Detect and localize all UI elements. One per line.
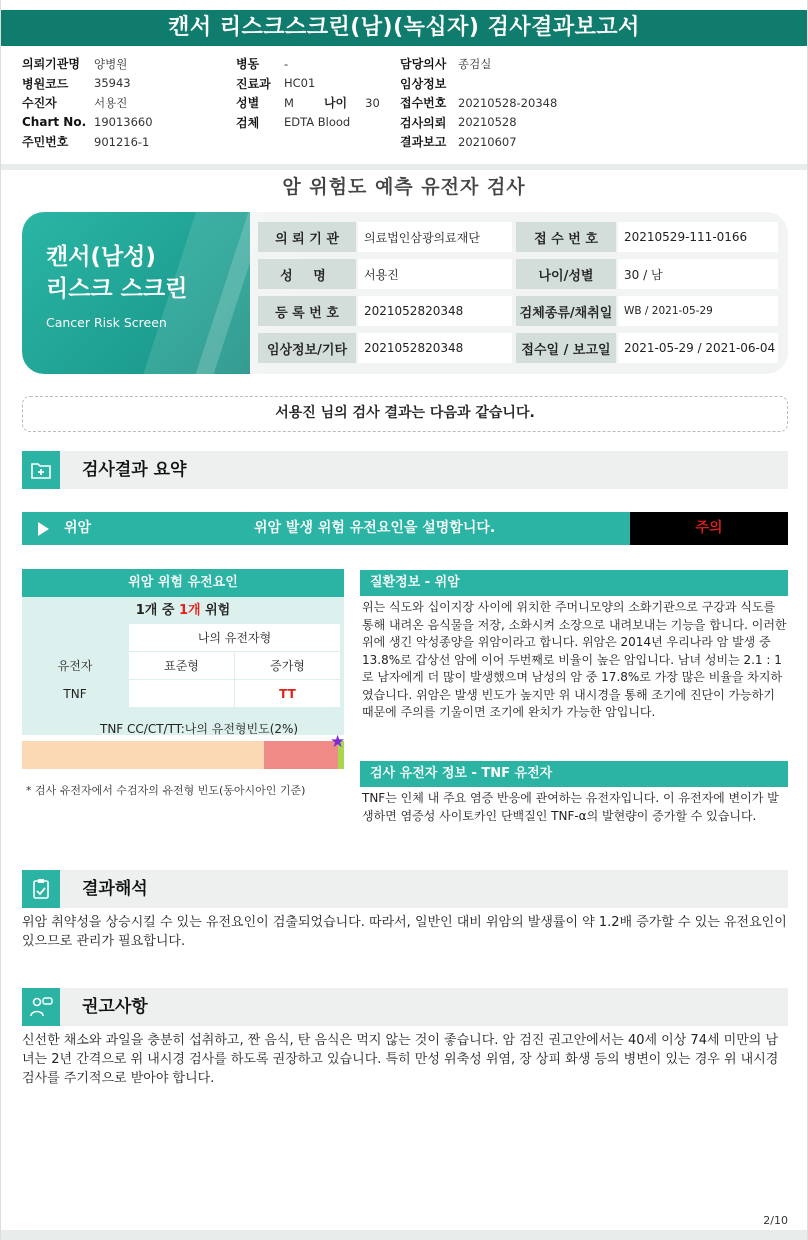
increase-type-header: 증가형 [235, 652, 340, 679]
test-info-value: 30 / 남 [618, 259, 778, 289]
interpretation-section-header [22, 870, 788, 908]
test-info-value: 2021052820348 [358, 333, 512, 363]
doctor-consult-icon [22, 988, 60, 1026]
info-key: Chart No. [22, 115, 87, 130]
section-title: 결과해석 [82, 879, 148, 899]
test-info-value: 2021-05-29 / 2021-06-04 [618, 333, 778, 363]
patient-info-col-1 [22, 54, 153, 152]
info-value: 종검실 [458, 56, 492, 71]
interpretation-text: 위암 취약성을 상승시킬 수 있는 유전요인이 검출되었습니다. 따라서, 일반인 대비 위암의 발생률이 약 1.2배 증가할 수 있는 유전요인이 있으므로 관리가 필요합니다. [22, 915, 787, 949]
frequency-footnote: * 검사 유전자에서 수검자의 유전형 빈도(동아시아인 기준) [26, 784, 306, 797]
info-value: 20210607 [458, 134, 517, 149]
info-key: 결과보고 [400, 135, 447, 150]
my-genotype-header: 나의 유전자형 [129, 624, 340, 651]
info-row [236, 54, 380, 74]
play-arrow-icon [38, 522, 49, 536]
age-value: 30 [365, 95, 380, 110]
test-info-key: 임상정보/기타 [258, 333, 356, 363]
info-key: 수진자 [22, 96, 57, 111]
test-info-value: WB / 2021-05-29 [618, 296, 778, 326]
info-key: 검사의뢰 [400, 115, 447, 130]
info-row [22, 93, 153, 113]
disease-info-header: 질환정보 - 위암 [360, 570, 788, 596]
test-info-value: 의료법인삼광의료재단 [358, 222, 512, 252]
info-key: 진료과 [236, 76, 271, 91]
folder-plus-icon [22, 451, 60, 489]
info-key: 주민번호 [22, 135, 69, 150]
cancer-result-bar [22, 512, 788, 545]
info-row [236, 113, 380, 133]
increase-type-value: TT [235, 680, 340, 707]
report-title: 캔서 리스크스크린(남)(녹십자) 검사결과보고서 [1, 10, 807, 46]
test-info-key: 나이/성별 [516, 259, 616, 289]
info-key: 병동 [236, 57, 260, 72]
info-row [22, 74, 153, 94]
info-row [22, 54, 153, 74]
test-info-row [258, 222, 778, 255]
info-value: HC01 [284, 76, 316, 91]
page-number: 2/10 [763, 1214, 788, 1227]
test-info-value: 2021052820348 [358, 296, 512, 326]
patient-info-col-2 [236, 54, 380, 132]
hero-card [22, 212, 788, 374]
info-value: M [284, 95, 294, 110]
normal-type-header: 표준형 [129, 652, 234, 679]
frequency-segment-cc [22, 741, 264, 769]
cancer-name: 위암 [64, 520, 92, 536]
risk-gene-table [22, 569, 344, 735]
gene-table-body [22, 597, 344, 735]
risk-count [22, 597, 344, 624]
gene-info-text: TNF는 인체 내 주요 염증 반응에 관여하는 유전자입니다. 이 유전자에 변이가 발생하면 염증성 사이토카인 단백질인 TNF-α의 발현량이 증가할 수 있습니다. [362, 791, 779, 823]
gene-table-title: 위암 위험 유전요인 [22, 569, 344, 597]
risk-status-badge: 주의 [630, 512, 788, 545]
info-row [400, 54, 557, 74]
my-genotype-star-icon: ★ [330, 732, 346, 752]
test-info-row [258, 259, 778, 292]
info-row [400, 93, 557, 113]
info-key: 검체 [236, 115, 260, 130]
info-row [22, 132, 153, 152]
info-key: 임상정보 [400, 76, 447, 91]
result-notice: 서용진 님의 검사 결과는 다음과 같습니다. [22, 396, 788, 432]
recommendation-text: 신선한 채소와 과일을 충분히 섭취하고, 짠 음식, 탄 음식은 먹지 않는 것이 좋습니다. 암 검진 권고안에서는 40세 이상 74세 미만의 남녀는 2년 간격으로 위 내시경 검사를 하도록 권장하고 있습니다. 특히 만성 위축성 위염, 장 상피 화생 등의 병변이 있는 경우 위 내시경 검사를 주기적으로 받아야 합니다. [22, 1033, 779, 1086]
hero-title-english: Cancer Risk Screen [46, 315, 167, 330]
test-info-row [258, 333, 778, 366]
info-value: 서용진 [94, 95, 128, 110]
section-divider [1, 164, 807, 170]
info-row [400, 132, 557, 152]
info-value: 19013660 [94, 115, 153, 130]
section-title: 검사결과 요약 [82, 460, 187, 480]
info-value: 20210528-20348 [458, 95, 558, 110]
disease-info-text: 위는 식도와 십이지장 사이에 위치한 주머니모양의 소화기관으로 구강과 식도를 통해 내려온 음식물을 저장, 소화시켜 소장으로 내려보내는 기능을 합니다. 이러한 위에 생긴 악성종양을 위암이라고 합니다. 위암은 2014년 우리나라 암 발생 중 13.8%로 갑상선 암에 이어 두번째로 비율이 높은 암입니다. 남녀 성비는 2.1 : 1로 남자에게 더 많이 발생했으며 남성의 암 중 17.8%로 가장 많은 비율을 차지하였습니다. 위암은 발생 빈도가 높지만 위 내시경을 통해 조기에 진단이 가능하기 때문에 주의를 기울이면 조기에 완치가 가능한 암입니다. [362, 600, 787, 719]
test-info-key: 의 뢰 기 관 [258, 222, 356, 252]
risk-count-prefix: 1개 중 [135, 603, 175, 618]
test-info-key: 접 수 번 호 [516, 222, 616, 252]
test-info-key: 등 록 번 호 [258, 296, 356, 326]
patient-info-col-3 [400, 54, 557, 152]
info-key: 병원코드 [22, 76, 69, 91]
info-value: 20210528 [458, 115, 517, 130]
risk-count-suffix: 위험 [205, 603, 231, 618]
genotype-frequency-bar [22, 732, 346, 769]
cancer-description: 위암 발생 위험 유전요인을 설명합니다. [254, 520, 496, 536]
section-title: 권고사항 [82, 997, 148, 1017]
info-row [22, 113, 153, 133]
info-value: 35943 [94, 76, 131, 91]
summary-section-header [22, 451, 788, 489]
info-key: 의뢰기관명 [22, 57, 80, 72]
test-info-key: 검체종류/채취일 [516, 296, 616, 326]
recommendation-section-header [22, 988, 788, 1026]
info-key: 성별 [236, 96, 260, 111]
gene-column-header: 유전자 [57, 659, 93, 673]
info-row [236, 93, 380, 113]
test-info-value: 서용진 [358, 259, 512, 289]
info-row [400, 74, 557, 94]
clipboard-check-icon [22, 870, 60, 908]
test-info-value: 20210529-111-0166 [618, 222, 778, 252]
normal-type-value [129, 680, 234, 707]
test-info-key: 성 명 [258, 259, 356, 289]
footer-bar [1, 1230, 807, 1240]
gene-name: TNF [63, 686, 87, 701]
info-row [236, 74, 380, 94]
info-value: EDTA Blood [284, 115, 351, 130]
patient-info-grid [22, 54, 802, 154]
test-info-table [258, 222, 778, 370]
info-value: 901216-1 [94, 134, 150, 149]
gene-info-header: 검사 유전자 정보 - TNF 유전자 [360, 761, 788, 787]
info-row [400, 113, 557, 133]
info-value: - [284, 56, 289, 71]
age-key: 나이 [323, 96, 348, 111]
frequency-segment-ct [264, 741, 338, 769]
test-info-key: 접수일 / 보고일 [516, 333, 616, 363]
info-value: 양병원 [94, 56, 128, 71]
risk-count-value: 1개 [178, 603, 201, 618]
hero-banner [22, 212, 250, 374]
info-key: 접수번호 [400, 96, 447, 111]
test-info-row [258, 296, 778, 329]
hero-title-line1: 캔서(남성) [46, 244, 156, 270]
hero-title-line2: 리스크 스크린 [46, 276, 188, 302]
page-subtitle: 암 위험도 예측 유전자 검사 [282, 176, 526, 198]
info-key: 담당의사 [400, 57, 447, 72]
genotype-frequency-label: TNF CC/CT/TT:나의 유전형빈도(2%) [100, 722, 299, 736]
